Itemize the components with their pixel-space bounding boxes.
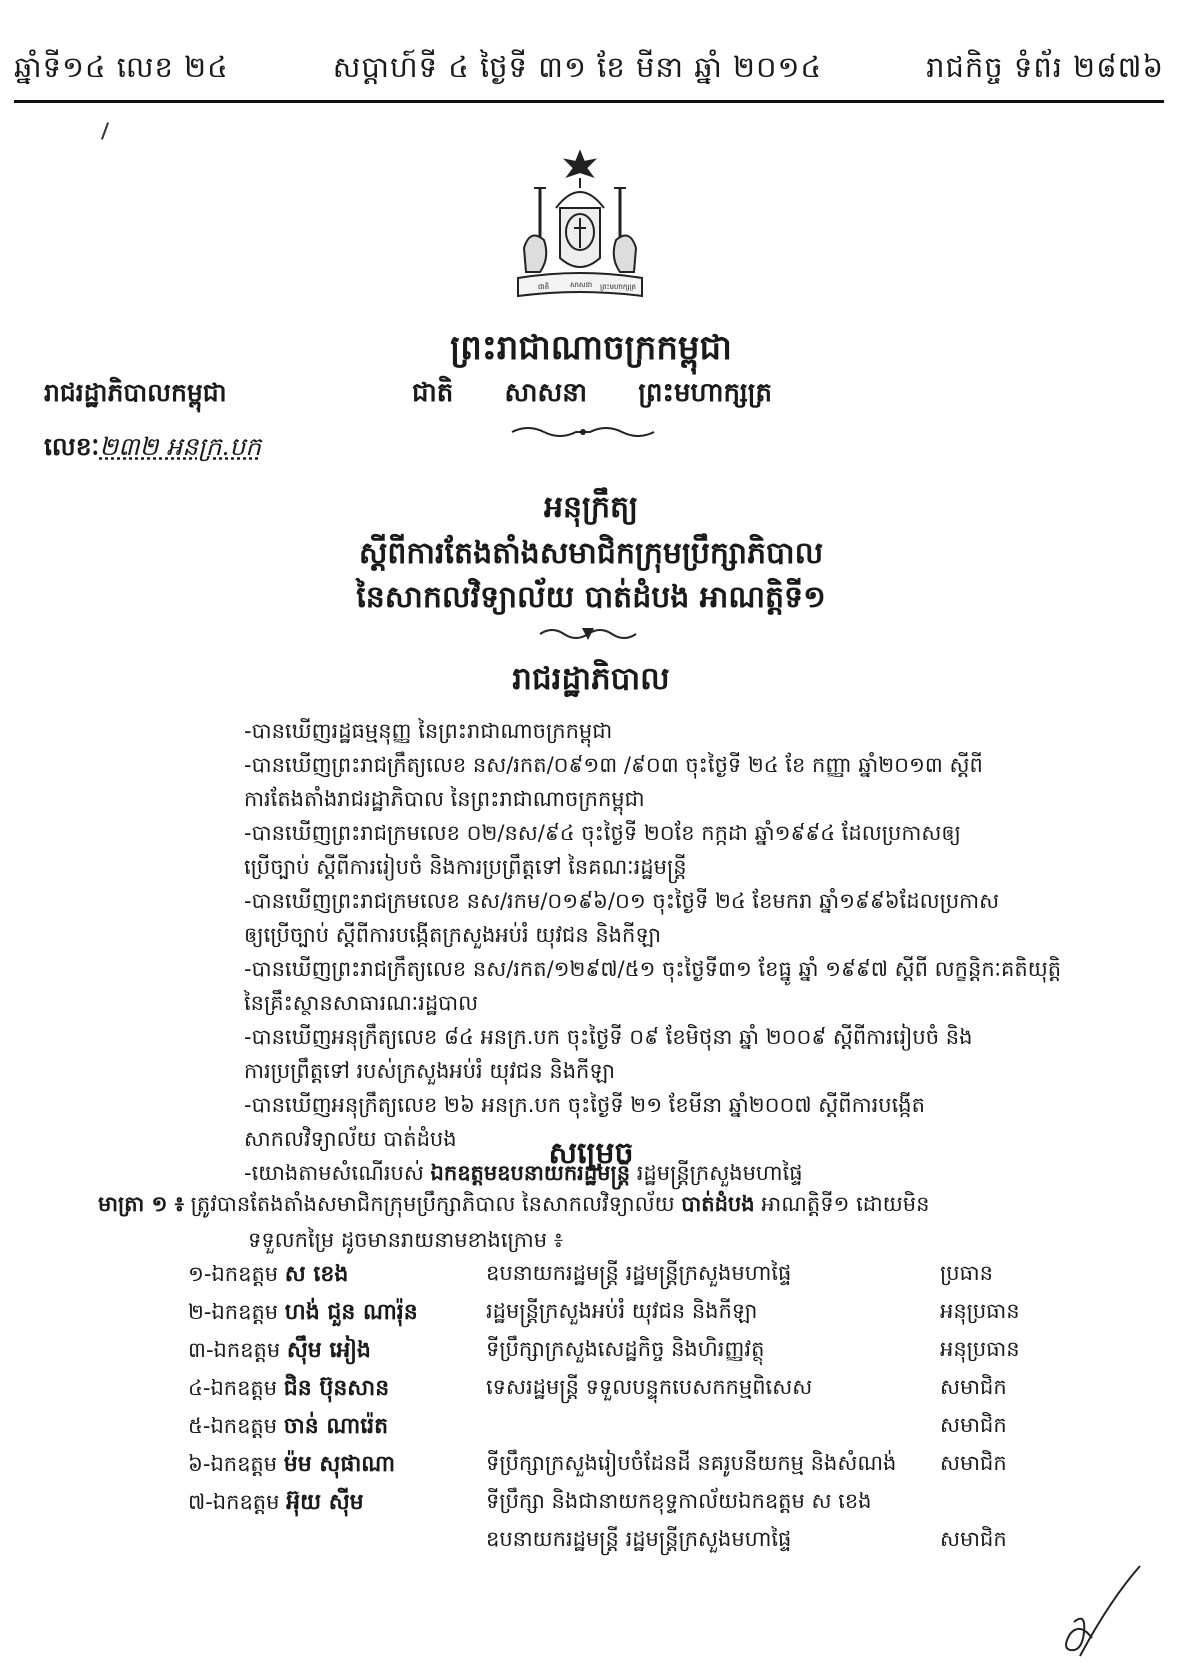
member-name-bold: ចាន់ ណារ៉េត <box>283 1414 389 1439</box>
motto-nation: ជាតិ <box>412 378 454 408</box>
member-name <box>188 1374 389 1406</box>
member-position: សមាជិក <box>940 1413 1007 1437</box>
member-name-bold: ជិន ប៊ុនសាន <box>283 1376 390 1401</box>
proposal-prefix: -យោងតាមសំណើរបស់ <box>244 1161 431 1185</box>
article-label: មាត្រា ១ ៖ <box>98 1192 184 1216</box>
member-position: សមាជិក <box>940 1451 1007 1475</box>
initial-signature-icon <box>1040 1560 1150 1670</box>
member-position: អនុប្រធាន <box>940 1337 1020 1361</box>
national-motto <box>412 376 772 414</box>
member-role: ឧបនាយករដ្ឋមន្ត្រី រដ្ឋមន្ត្រីក្រសួងមហាផ្ទៃ <box>486 1261 792 1285</box>
article-text-b: អាណត្តិទី១ ដោយមិន <box>754 1192 930 1216</box>
member-row <box>188 1450 1088 1488</box>
sub-decree-heading: អនុក្រឹត្យ <box>543 490 639 525</box>
member-name <box>188 1298 418 1330</box>
article-text-a: ត្រូវបានតែងតាំងសមាជិកក្រុមប្រឹក្សាភិបាល នៃសាកលវិទ្យាល័យ <box>184 1192 682 1216</box>
preamble-line: -បានឃើញព្រះរាជក្រឹត្យលេខ នស/រកត/០៩១៣ /៩០៣ ចុះថ្ងៃទី ២៤ ខែ កញ្ញា ឆ្នាំ២០១៣ ស្តីពី <box>244 753 983 777</box>
article-1-line-1 <box>98 1186 1098 1222</box>
member-prefix: ៤-ឯកឧត្តម <box>188 1376 284 1400</box>
member-position: សមាជិក <box>940 1527 1007 1551</box>
member-name <box>188 1336 371 1368</box>
preamble-line: ឲ្យប្រើច្បាប់ ស្តីពីការបង្កើតក្រសួងអប់រំ យុវជន និងកីឡា <box>244 923 661 947</box>
title-ornament-icon <box>538 624 638 644</box>
member-position: សមាជិក <box>940 1375 1007 1399</box>
member-list <box>188 1260 1088 1564</box>
header-year-issue: ឆ្នាំទី១៤ លេខ ២៤ <box>14 50 229 84</box>
preamble-line: នៃគ្រឹះស្ថានសាធារណៈរដ្ឋបាល <box>244 991 479 1015</box>
member-position: អនុប្រធាន <box>940 1299 1020 1323</box>
member-prefix: ២-ឯកឧត្តម <box>188 1300 285 1324</box>
preamble-line: -បានឃើញព្រះរាជក្រមលេខ នស/រកម/០១៩៦/០១ ចុះថ្ងៃទី ២៤ ខែមករា ឆ្នាំ១៩៩៦ដែលប្រកាស <box>244 889 1000 913</box>
member-prefix: ៧-ឯកឧត្តម <box>188 1490 287 1514</box>
motto-ornament-icon <box>508 424 658 440</box>
proposal-bold: ឯកឧត្តមឧបនាយករដ្ឋមន្ត្រី <box>430 1161 631 1185</box>
decision-heading: សម្រេច <box>548 1136 634 1171</box>
emblem-label-religion: សាសនា <box>570 281 593 289</box>
royal-government-label: រាជរដ្ឋាភិបាលកម្ពុជា <box>44 378 227 407</box>
member-prefix: ៥-ឯកឧត្តម <box>188 1414 284 1438</box>
header-page-number: រាជកិច្ច ទំព័រ ២៨៧៦ <box>926 50 1164 84</box>
member-row <box>188 1412 1088 1450</box>
gazette-header <box>14 50 1164 92</box>
member-row <box>188 1488 1088 1526</box>
header-week-date: សប្តាហ៍ទី ៤ ថ្ងៃទី ៣១ ខែ មីនា ឆ្នាំ ២០១៤ <box>332 50 822 84</box>
member-name <box>188 1260 348 1292</box>
motto-religion: សាសនា <box>504 378 588 408</box>
member-name-bold: ហង់ ជួន ណារ៉ុន <box>284 1300 418 1325</box>
preamble-line: សាកលវិទ្យាល័យ បាត់ដំបង <box>244 1127 457 1151</box>
document-number <box>44 432 261 468</box>
member-prefix: ៦-ឯកឧត្តម <box>188 1452 284 1476</box>
member-name-bold: ម៉ម សុផាណា <box>283 1452 396 1477</box>
member-prefix: ១-ឯកឧត្តម <box>188 1262 285 1286</box>
title-line-1: ស្តីពីការតែងតាំងសមាជិកក្រុមប្រឹក្សាភិបាល <box>358 536 824 571</box>
header-rule <box>14 100 1164 103</box>
member-role: ទីប្រឹក្សា និងជានាយកខុទ្ទកាល័យឯកឧត្តម ស ខេង <box>486 1489 872 1513</box>
member-row <box>188 1374 1088 1412</box>
emblem-label-nation: ជាតិ <box>538 283 550 291</box>
preamble-line: -បានឃើញព្រះរាជក្រឹត្យលេខ នស/រកត/១២៩៧/៥១ ចុះថ្ងៃទី៣១ ខែធ្នូ ឆ្នាំ ១៩៩៧ ស្តីពី លក្ខន្តិកៈគតិយុត្តិ <box>244 957 1062 981</box>
member-row <box>188 1260 1088 1298</box>
preamble-line: -បានឃើញរដ្ឋធម្មនុញ្ញ នៃព្រះរាជាណាចក្រកម្ពុជា <box>244 719 613 743</box>
preamble <box>244 714 1084 1190</box>
article-1-line-2: ទទួលកម្រៃ ដូចមានរាយនាមខាងក្រោម ៖ <box>248 1228 564 1252</box>
member-name <box>188 1488 364 1520</box>
royal-coat-of-arms-icon <box>500 148 660 316</box>
member-name <box>188 1450 395 1482</box>
preamble-line: ការប្រព្រឹត្តទៅ របស់ក្រសួងអប់រំ យុវជន និងកីឡា <box>244 1059 616 1083</box>
preamble-line: -បានឃើញអនុក្រឹត្យលេខ ៨៤ អនក្រ.បក ចុះថ្ងៃទី ០៩ ខែមិថុនា ឆ្នាំ ២០០៩ ស្តីពីការរៀបចំ និង <box>244 1025 973 1049</box>
member-row <box>188 1526 1088 1564</box>
emblem-label-king: ព្រះមហាក្សត្រ <box>600 283 636 291</box>
royal-government-heading: រាជរដ្ឋាភិបាល <box>512 661 670 697</box>
motto-king: ព្រះមហាក្សត្រ <box>638 378 772 408</box>
number-value: ២៣២ អនក្រ.បក <box>99 432 262 461</box>
member-row <box>188 1298 1088 1336</box>
preamble-line: ការតែងតាំងរាជរដ្ឋាភិបាល នៃព្រះរាជាណាចក្រកម្ពុជា <box>244 787 645 811</box>
kingdom-title: ព្រះរាជាណាចក្រកម្ពុជា <box>450 328 732 368</box>
member-role: ទីប្រឹក្សាក្រសួងសេដ្ឋកិច្ច និងហិរញ្ញវត្ថុ <box>486 1337 765 1361</box>
article-text-bold: បាត់ដំបង <box>681 1192 755 1216</box>
member-name <box>188 1412 388 1444</box>
member-role: ឧបនាយករដ្ឋមន្ត្រី រដ្ឋមន្ត្រីក្រសួងមហាផ្ទៃ <box>486 1527 792 1551</box>
member-name-bold: អ៊ុយ ស៊ីម <box>286 1490 364 1515</box>
title-line-2: នៃសាកលវិទ្យាល័យ បាត់ដំបង អាណត្តិទី១ <box>356 580 826 615</box>
member-role: ទេសរដ្ឋមន្ត្រី ទទួលបន្ទុកបេសកកម្មពិសេស <box>486 1375 813 1399</box>
member-row <box>188 1336 1088 1374</box>
preamble-line: ប្រើច្បាប់ ស្តីពីការរៀបចំ និងការប្រព្រឹត្តទៅ នៃគណៈរដ្ឋមន្ត្រី <box>244 855 687 879</box>
member-name-bold: ស ខេង <box>284 1262 349 1287</box>
member-prefix: ៣-ឯកឧត្តម <box>188 1338 287 1362</box>
article-1 <box>98 1186 1098 1258</box>
stray-mark <box>101 122 109 140</box>
member-role: ទីប្រឹក្សាក្រសួងរៀបចំដែនដី នគរូបនីយកម្ម និងសំណង់ <box>486 1451 897 1475</box>
member-position: ប្រធាន <box>940 1261 993 1285</box>
number-label: លេខៈ <box>44 432 100 461</box>
member-name-bold: ស៊ឹម អៀង <box>286 1338 371 1363</box>
proposal-suffix: រដ្ឋមន្ត្រីក្រសួងមហាផ្ទៃ <box>630 1161 803 1185</box>
preamble-line: -បានឃើញព្រះរាជក្រមលេខ ០២/នស/៩៤ ចុះថ្ងៃទី ២០ខែ កក្កដា ឆ្នាំ១៩៩៤ ដែលប្រកាសឲ្យ <box>244 821 961 845</box>
member-role: រដ្ឋមន្ត្រីក្រសួងអប់រំ យុវជន និងកីឡា <box>486 1299 758 1323</box>
preamble-line: -បានឃើញអនុក្រឹត្យលេខ ២៦ អនក្រ.បក ចុះថ្ងៃទី ២១ ខែមីនា ឆ្នាំ២០០៧ ស្តីពីការបង្កើត <box>244 1093 925 1117</box>
